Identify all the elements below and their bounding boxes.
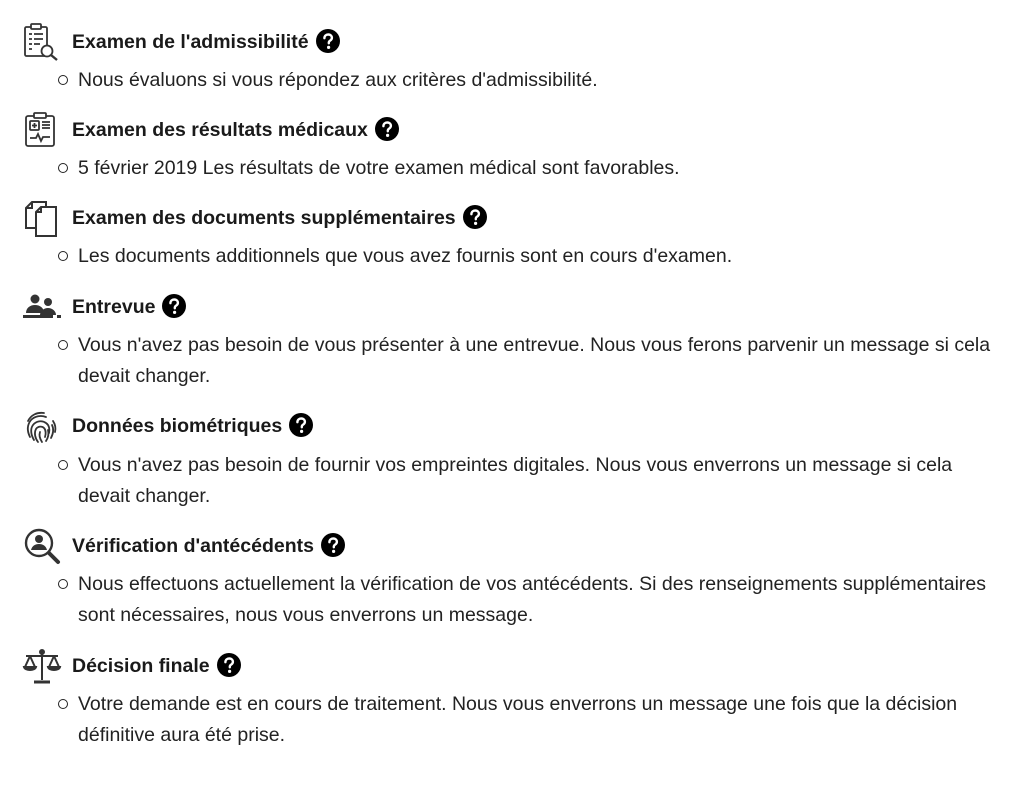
scales-icon — [22, 646, 62, 686]
step-description: Vous n'avez pas besoin de vous présenter à une entrevue. Nous vous ferons parvenir un message si cela devait changer. — [58, 330, 998, 392]
help-icon[interactable] — [315, 28, 341, 54]
step-description: Nous effectuons actuellement la vérification de vos antécédents. Si des renseignements supplémentaires sont nécessaires, nous vous enverrons un message. — [58, 569, 998, 631]
step-title: Décision finale — [72, 655, 210, 678]
help-icon[interactable] — [216, 652, 242, 678]
fingerprint-icon — [22, 407, 62, 447]
documents-icon — [22, 199, 62, 239]
step-description: Votre demande est en cours de traitement. Nous vous enverrons un message une fois que la décision définitive aura été prise. — [58, 689, 998, 751]
interview-icon — [22, 287, 62, 327]
step-description: 5 février 2019 Les résultats de votre examen médical sont favorables. — [58, 153, 998, 184]
bullet — [58, 251, 68, 261]
step-title: Vérification d'antécédents — [72, 535, 314, 558]
bullet — [58, 75, 68, 85]
help-icon[interactable] — [288, 412, 314, 438]
step-title: Données biométriques — [72, 415, 283, 438]
bullet — [58, 699, 68, 709]
step-title: Examen des documents supplémentaires — [72, 207, 456, 230]
help-icon[interactable] — [161, 293, 187, 319]
step-title: Examen des résultats médicaux — [72, 119, 368, 142]
bullet — [58, 340, 68, 350]
step-description: Les documents additionnels que vous avez fournis sont en cours d'examen. — [58, 241, 998, 272]
help-icon[interactable] — [462, 204, 488, 230]
eligibility-review-icon — [22, 22, 62, 62]
step-title: Entrevue — [72, 296, 156, 319]
medical-results-icon — [22, 111, 62, 151]
bullet — [58, 163, 68, 173]
help-icon[interactable] — [320, 532, 346, 558]
bullet — [58, 579, 68, 589]
bullet — [58, 460, 68, 470]
background-check-icon — [22, 526, 62, 566]
step-title: Examen de l'admissibilité — [72, 31, 309, 54]
help-icon[interactable] — [374, 116, 400, 142]
step-description: Vous n'avez pas besoin de fournir vos empreintes digitales. Nous vous enverrons un message si cela devait changer. — [58, 450, 998, 512]
step-description: Nous évaluons si vous répondez aux critères d'admissibilité. — [58, 65, 998, 96]
